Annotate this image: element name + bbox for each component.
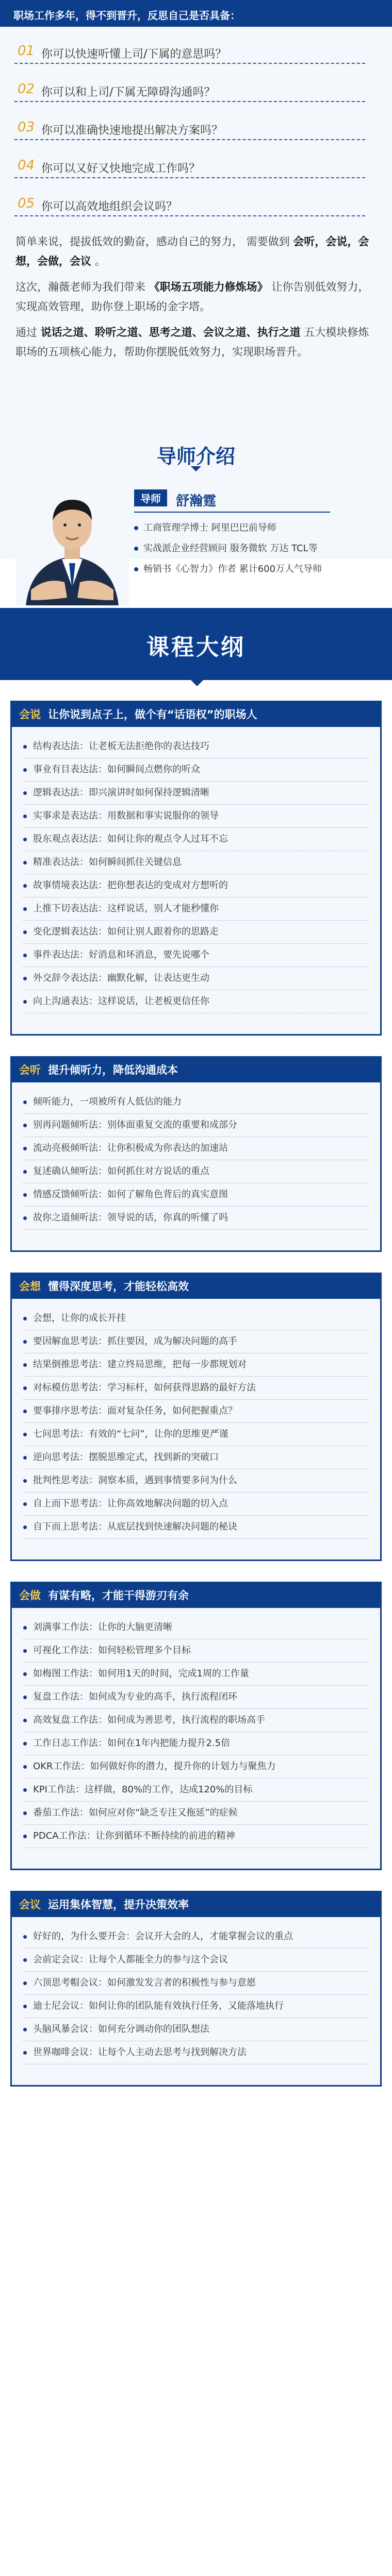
mentor-divider <box>134 512 330 513</box>
bullet-dot-icon <box>23 1696 27 1699</box>
intro-text-span: 。 <box>94 255 106 267</box>
list-item <box>23 1709 369 1732</box>
list-item-text: 实事求是表达法：用数据和事实说服你的领导 <box>33 810 219 821</box>
list-item <box>23 897 369 921</box>
list-item-text: 如梅图工作法：如何用1天的时间，完成1周的工作量 <box>33 1668 249 1679</box>
list-item <box>23 967 369 990</box>
list-item-text: 事业有目表达法：如何瞬间点燃你的听众 <box>33 764 200 775</box>
bullet-dot-icon <box>23 2005 27 2008</box>
intro-paragraph <box>15 323 377 362</box>
list-item-text: 股东观点表达法：如何让你的观点令人过耳不忘 <box>33 834 228 844</box>
list-item-text: 头脑风暴会议：如何充分调动你的团队想法 <box>33 2024 209 2035</box>
module-header <box>12 702 380 727</box>
bullet-dot-icon <box>23 1502 27 1506</box>
mentor-bullet-text: 工商管理学博士 阿里巴巴前导师 <box>143 522 276 533</box>
list-item <box>23 1948 369 1972</box>
intro-text-span: 五大模块修炼职场的五项核心能力，帮助你摆脱低效努力，实现职场晋升。 <box>15 326 369 358</box>
list-item-text: 高效复盘工作法：如何成为善思考，执行流程的职场高手 <box>33 1715 265 1725</box>
list-item-text: 复盘工作法：如何成为专业的高手，执行流程闭环 <box>33 1691 237 1702</box>
intro-text-span: 简单来说，提拔低效的勤奋，感动自己的努力， <box>15 235 243 248</box>
list-item <box>23 782 369 805</box>
module-tag: 会想 <box>19 1280 41 1293</box>
intro-text-span: 这次，瀚薇老师为我们带来 <box>15 281 145 293</box>
module-tag: 会说 <box>19 708 41 721</box>
list-item-text: 七问思考法：有效的“七问”，让你的思维更严谨 <box>33 1429 228 1439</box>
intro-text-span: 让你告别低效努力，实现高效管理，助你登上职场的金字塔。 <box>15 281 369 313</box>
bullet-dot-icon <box>134 547 138 551</box>
list-item <box>23 1778 369 1802</box>
module-list <box>12 1917 380 2070</box>
list-item <box>23 1183 369 1207</box>
bullet-dot-icon <box>23 1526 27 1529</box>
list-item <box>23 874 369 897</box>
intro-paragraph <box>15 277 377 316</box>
bullet-dot-icon <box>23 1742 27 1745</box>
bullet-dot-icon <box>23 768 27 772</box>
list-item <box>23 1925 369 1948</box>
list-item <box>23 1330 369 1353</box>
bullet-dot-icon <box>23 1935 27 1939</box>
bullet-dot-icon <box>23 2051 27 2055</box>
list-item <box>23 805 369 828</box>
bullet-dot-icon <box>23 1000 27 1004</box>
bullet-dot-icon <box>23 930 27 934</box>
bullet-dot-icon <box>23 1672 27 1676</box>
bullet-dot-icon <box>23 1981 27 1985</box>
intro-highlight: 说话之道、聆听之道、思考之道、会议之道、执行之道 <box>40 326 301 338</box>
list-item <box>23 828 369 851</box>
list-item-text: 逆向思考法：摆脱思维定式，找到新的突破口 <box>33 1452 219 1463</box>
list-item-text: 逻辑表达法：即兴演讲时如何保持逻辑清晰 <box>33 787 209 798</box>
list-item <box>23 1160 369 1183</box>
intro-text-span: 通过 <box>15 326 37 338</box>
list-item <box>23 1377 369 1400</box>
bullet-dot-icon <box>23 1811 27 1815</box>
mentor-badge: 导师 <box>134 489 167 506</box>
list-item-text: 故你之道倾听法：领导说的话，你真的听懂了吗 <box>33 1212 228 1223</box>
list-item-text: 变化逻辑表达法：如何让别人跟着你的思路走 <box>33 926 219 937</box>
list-item-text: 六顶思考帽会议：如何激发发言者的积极性与参与意愿 <box>33 1977 256 1988</box>
bullet-dot-icon <box>23 838 27 841</box>
module-list <box>12 1299 380 1544</box>
question-number: 03 <box>18 120 35 135</box>
module-speaking <box>10 701 382 1036</box>
bullet-dot-icon <box>23 1788 27 1792</box>
banner-bar <box>0 0 392 27</box>
question-number: 02 <box>18 81 35 97</box>
list-item-text: 流动亮极倾听法：让你积极成为你表达的加速站 <box>33 1143 228 1154</box>
bullet-dot-icon <box>23 884 27 888</box>
list-item-text: 刘满事工作法：让你的大脑更清晰 <box>33 1622 172 1633</box>
list-item <box>23 1825 369 1848</box>
list-item-text: 会前定会议：让每个人都能全力的参与这个会议 <box>33 1954 228 1965</box>
module-thinking <box>10 1273 382 1561</box>
list-item-text: 向上沟通表达：这样说话，让老板更信任你 <box>33 996 209 1007</box>
intro-text-span: 需要做到 <box>246 235 290 248</box>
list-item-text: 要事排序思考法：面对复杂任务，如何把握重点？ <box>33 1405 237 1416</box>
list-item <box>23 1207 369 1230</box>
mentor-bullet <box>134 538 377 559</box>
title-arrow-icon <box>191 680 203 686</box>
bullet-dot-icon <box>23 1433 27 1436</box>
bullet-dot-icon <box>23 791 27 795</box>
question-text: 你可以准确快速地提出解决方案吗？ <box>41 124 223 137</box>
module-title: 有谋有略，才能干得游刃有余 <box>48 1589 189 1602</box>
list-item <box>23 2041 369 2064</box>
module-list <box>12 1608 380 1853</box>
intro-paragraph <box>15 232 377 271</box>
bullet-dot-icon <box>23 1193 27 1197</box>
list-item <box>23 1446 369 1469</box>
list-item-text: 精准表达法：如何瞬间抓住关键信息 <box>33 857 182 868</box>
module-title: 懂得深度思考，才能轻松高效 <box>48 1280 189 1293</box>
list-item <box>23 990 369 1013</box>
bullet-dot-icon <box>23 1719 27 1722</box>
list-item-text: KPI工作法：这样做，80%的工作，达成120%的目标 <box>33 1784 253 1795</box>
list-item <box>23 1972 369 1995</box>
question-list <box>14 40 365 231</box>
bullet-dot-icon <box>23 1626 27 1630</box>
bullet-dot-icon <box>23 1958 27 1962</box>
banner-text: 职场工作多年，得不到晋升，反思自己是否具备： <box>13 9 240 22</box>
outline-header <box>0 608 392 680</box>
list-item <box>23 1400 369 1423</box>
question-text: 你可以快速听懂上司/下属的意思吗？ <box>41 48 227 61</box>
bullet-dot-icon <box>23 954 27 957</box>
module-header <box>12 1583 380 1608</box>
list-item <box>23 1663 369 1686</box>
list-item <box>23 1802 369 1825</box>
list-item <box>23 1091 369 1114</box>
bullet-dot-icon <box>23 815 27 818</box>
bullet-dot-icon <box>23 745 27 749</box>
mentor-section-title: 导师介绍 <box>156 445 235 468</box>
module-header <box>12 1892 380 1917</box>
list-item <box>23 921 369 944</box>
module-header <box>12 1058 380 1082</box>
question-text: 你可以和上司/下属无障碍沟通吗？ <box>41 86 216 99</box>
mentor-bullets <box>134 518 377 580</box>
module-list <box>12 727 380 1019</box>
module-list <box>12 1082 380 1235</box>
mentor-portrait <box>15 471 129 605</box>
list-item <box>23 1516 369 1539</box>
list-item-text: 好好的，为什么要开会：会议开大会的人，才能掌握会议的重点 <box>33 1931 293 1942</box>
course-name: 《职场五项能力修炼场》 <box>149 281 268 293</box>
list-item-text: 自下而上思考法：从底层找到快速解决问题的秘诀 <box>33 1521 237 1532</box>
title-arrow-icon <box>191 466 201 471</box>
list-item <box>23 1755 369 1778</box>
module-title: 运用集体智慧，提升决策效率 <box>48 1899 189 1911</box>
module-tag: 会议 <box>19 1899 41 1911</box>
list-item-text: OKR工作法：如何做好你的潜力，提升你的计划力与聚焦力 <box>33 1761 276 1772</box>
list-item <box>23 1493 369 1516</box>
intro-highlight: 会听，会说，会想，会做，会议 <box>15 235 369 267</box>
list-item <box>23 851 369 874</box>
bullet-dot-icon <box>134 526 138 530</box>
bullet-dot-icon <box>134 567 138 571</box>
question-item <box>14 116 365 140</box>
list-item <box>23 1469 369 1493</box>
bullet-dot-icon <box>23 1147 27 1150</box>
bullet-dot-icon <box>23 1124 27 1127</box>
mentor-name: 舒瀚霆 <box>176 494 217 509</box>
module-doing <box>10 1582 382 1870</box>
list-item <box>23 1307 369 1330</box>
list-item-text: 番茄工作法：如何应对你“缺乏专注又拖延”的症候 <box>33 1807 238 1818</box>
question-item <box>14 78 365 102</box>
list-item-text: 别再问题倾听法：别体面重复交流的重要和成部分 <box>33 1120 237 1130</box>
list-item-text: 复述确认倾听法：如何抓住对方说话的重点 <box>33 1166 209 1177</box>
intro-text <box>15 232 377 368</box>
mentor-bullet <box>134 518 377 538</box>
bullet-dot-icon <box>23 977 27 980</box>
list-item <box>23 1423 369 1446</box>
list-item <box>23 944 369 967</box>
bullet-dot-icon <box>23 1340 27 1344</box>
mentor-bullet-text: 畅销书《心智力》作者 累计600万人气导师 <box>143 564 322 574</box>
list-item <box>23 1353 369 1377</box>
bullet-dot-icon <box>23 2028 27 2031</box>
list-item-text: 倾听能力，一项被所有人低估的能力 <box>33 1096 182 1107</box>
question-number: 01 <box>18 43 35 59</box>
question-text: 你可以高效地组织会议吗？ <box>41 200 178 213</box>
list-item <box>23 1732 369 1755</box>
list-item <box>23 1995 369 2018</box>
bullet-dot-icon <box>23 1100 27 1104</box>
question-number: 04 <box>18 158 35 173</box>
list-item-text: 要因解血思考法：抓住要因，成为解决问题的高手 <box>33 1336 237 1347</box>
bullet-dot-icon <box>23 1835 27 1838</box>
bullet-dot-icon <box>23 907 27 911</box>
bullet-dot-icon <box>23 1649 27 1653</box>
question-item <box>14 40 365 64</box>
question-number: 05 <box>18 196 35 211</box>
list-item <box>23 1114 369 1137</box>
question-text: 你可以又好又快地完成工作吗？ <box>41 162 201 175</box>
mentor-bullet <box>134 559 377 580</box>
list-item <box>23 1639 369 1663</box>
list-item-text: 外交辞令表达法：幽默化解，让表达更生动 <box>33 973 209 984</box>
module-title: 提升倾听力，降低沟通成本 <box>48 1064 178 1076</box>
question-item <box>14 193 365 216</box>
bullet-dot-icon <box>23 1479 27 1483</box>
list-item-text: PDCA工作法：让你到循环不断持续的前进的精神 <box>33 1831 235 1841</box>
question-item <box>14 155 365 178</box>
module-header <box>12 1274 380 1299</box>
list-item-text: 事件表达法：好消息和坏消息，要先说哪个 <box>33 950 209 960</box>
list-item-text: 结果倒推思考法：建立终局思维，把每一步都规划对 <box>33 1359 247 1370</box>
mentor-info <box>134 489 377 580</box>
module-meeting <box>10 1891 382 2087</box>
list-item <box>23 1137 369 1160</box>
list-item <box>23 2018 369 2041</box>
module-listening <box>10 1056 382 1252</box>
bullet-dot-icon <box>23 1386 27 1390</box>
module-tag: 会听 <box>19 1064 41 1076</box>
bullet-dot-icon <box>23 1317 27 1320</box>
list-item-text: 迪士尼会议：如何让你的团队能有效执行任务，又能落地执行 <box>33 2001 284 2011</box>
list-item <box>23 758 369 782</box>
list-item-text: 对标模仿思考法：学习标杆，如何获得思路的最好方法 <box>33 1382 256 1393</box>
bullet-dot-icon <box>23 1363 27 1367</box>
list-item <box>23 1686 369 1709</box>
bullet-dot-icon <box>23 1765 27 1769</box>
list-item-text: 故事情境表达法：把你想表达的变成对方想听的 <box>33 880 228 891</box>
list-item <box>23 735 369 758</box>
bullet-dot-icon <box>23 861 27 865</box>
list-item-text: 世界咖啡会议：让每个人主动去思考与找到解决方法 <box>33 2047 247 2058</box>
list-item <box>23 1616 369 1639</box>
list-item-text: 工作日志工作法：如何在1年内把能力提升2.5倍 <box>33 1738 231 1749</box>
list-item-text: 自上而下思考法：让你高效地解决问题的切入点 <box>33 1498 228 1509</box>
list-item-text: 结构表达法：让老板无法拒绝你的表达技巧 <box>33 741 209 752</box>
module-title: 让你说到点子上，做个有“话语权”的职场人 <box>48 708 257 721</box>
list-item-text: 批判性思考法：洞察本质，遇到事情要多问为什么 <box>33 1475 237 1486</box>
module-tag: 会做 <box>19 1589 41 1602</box>
bullet-dot-icon <box>23 1216 27 1220</box>
bullet-dot-icon <box>23 1170 27 1174</box>
list-item-text: 可视化工作法：如何轻松管理多个目标 <box>33 1645 191 1656</box>
mentor-bullet-text: 实战派企业经营顾问 服务微软 万达 TCL等 <box>143 543 318 554</box>
bullet-dot-icon <box>23 1410 27 1413</box>
list-item-text: 情感反馈倾听法：如何了解角色背后的真实意图 <box>33 1189 228 1200</box>
outline-title: 课程大纲 <box>146 634 246 660</box>
list-item-text: 会想，让你的成长开挂 <box>33 1313 126 1324</box>
bullet-dot-icon <box>23 1456 27 1460</box>
list-item-text: 上推下切表达法：这样说话，别人才能秒懂你 <box>33 903 219 914</box>
